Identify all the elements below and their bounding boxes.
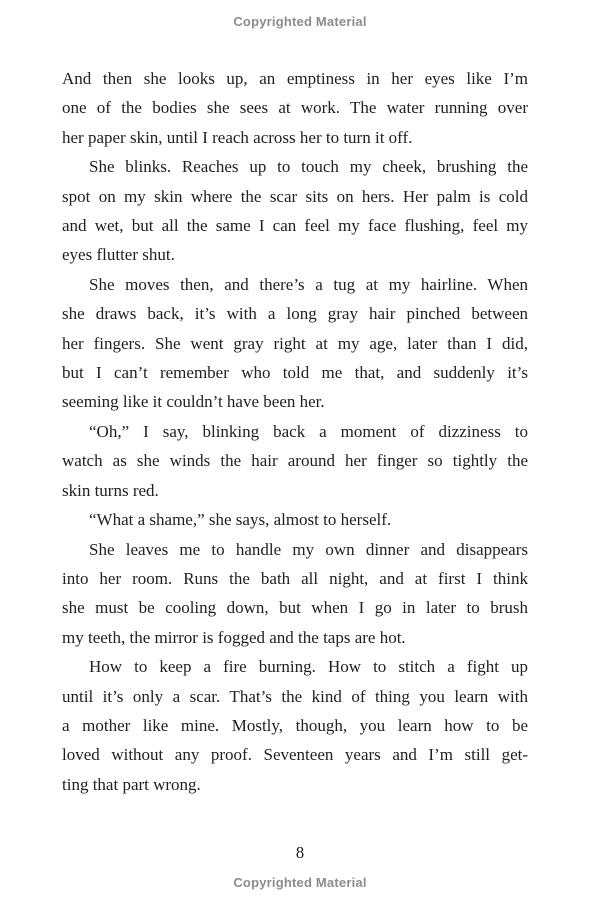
paragraph [62, 505, 528, 534]
text-line: eyes flutter shut. [62, 245, 175, 265]
text-line: one of the bodies she sees at work. The water running over [62, 98, 528, 118]
page-body [62, 64, 528, 799]
copyright-notice-top: Copyrighted Material [233, 14, 367, 29]
text-line: And then she looks up, an emptiness in her eyes like I’m [62, 69, 528, 88]
text-line: she must be cooling down, but when I go in later to brush [62, 598, 528, 618]
paragraph [62, 417, 528, 505]
text-line: How to keep a fire burning. How to stitch a fight up [89, 657, 528, 677]
paragraph [62, 270, 528, 417]
text-line: she draws back, it’s with a long gray hair pinched between [62, 304, 528, 324]
paragraph [62, 64, 528, 152]
text-line: into her room. Runs the bath all night, and at first I think [62, 568, 528, 588]
text-line: her fingers. She went gray right at my age, later than I did, [62, 333, 528, 353]
text-line: seeming like it couldn’t have been her. [62, 392, 325, 412]
page-number: 8 [295, 843, 305, 862]
text-line: my teeth, the mirror is fogged and the taps are hot. [62, 627, 406, 647]
text-line: and wet, but all the same I can feel my face flushing, feel my [62, 216, 528, 236]
paragraph [62, 152, 528, 270]
text-line: She moves then, and there’s a tug at my hairline. When [89, 274, 528, 294]
text-line: She leaves me to handle my own dinner and disappears [89, 539, 528, 559]
text-line: “What a shame,” she says, almost to herself. [89, 510, 392, 530]
text-line: spot on my skin where the scar sits on hers. Her palm is cold [62, 186, 528, 206]
text-line: She blinks. Reaches up to touch my cheek, brushing the [89, 157, 528, 177]
paragraph [62, 535, 528, 653]
text-line: skin turns red. [62, 480, 159, 500]
text-line: “Oh,” I say, blinking back a moment of dizziness to [89, 421, 528, 441]
text-line: her paper skin, until I reach across her to turn it off. [62, 127, 413, 147]
text-line: but I can’t remember who told me that, and suddenly it’s [62, 363, 528, 383]
text-line: loved without any proof. Seventeen years and I’m still get- [62, 745, 528, 765]
paragraph [62, 652, 528, 799]
copyright-notice-bottom: Copyrighted Material [233, 875, 367, 890]
text-line: a mother like mine. Mostly, though, you learn how to be [62, 715, 528, 735]
text-line: until it’s only a scar. That’s the kind of thing you learn with [62, 686, 528, 706]
text-line: ting that part wrong. [62, 774, 201, 794]
text-line: watch as she winds the hair around her finger so tightly the [62, 451, 528, 471]
